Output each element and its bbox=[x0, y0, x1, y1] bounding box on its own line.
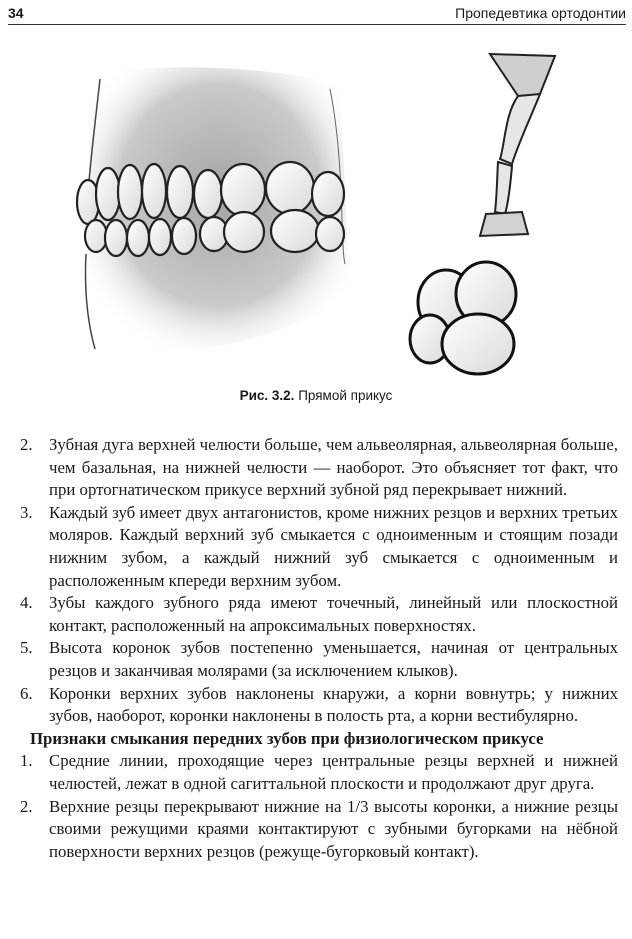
teeth-illustration bbox=[0, 44, 632, 384]
header-rule bbox=[8, 24, 626, 25]
list-item bbox=[20, 434, 618, 502]
page-number: 34 bbox=[8, 5, 24, 21]
figure-caption bbox=[0, 388, 632, 403]
list-item-text: Верхние резцы перекрывают нижние на 1/3 высоты коронки, а нижние резцы своими режущими краями контактируют с зубными бугорками на нёбной поверхности верхних резцов (режуще-бугорковый контакт). bbox=[49, 796, 618, 861]
list-item bbox=[20, 750, 618, 795]
list-item-text: Зубная дуга верхней челюсти больше, чем альвеолярная, альвеолярная больше, чем базальная, на нижней челюсти — наоборот. Это объясняет тот факт, что при ортогнатическом прикусе верхний зубной ряд перекрывает нижний. bbox=[49, 435, 618, 500]
list-item-number: 1. bbox=[20, 751, 33, 771]
figure-bite-illustration bbox=[0, 44, 632, 384]
list-item-text: Каждый зуб имеет двух антагонистов, кроме нижних резцов и верхних третьих моляров. Каждый верхний зуб смыкается с одноименным и стоящим позади нижним зубом, а каждый нижний зуб смыкается с одноименным и расположенным кпереди верхним зубом. bbox=[49, 502, 618, 590]
page-header bbox=[8, 2, 626, 24]
list-item bbox=[20, 592, 618, 637]
body-text bbox=[20, 434, 618, 863]
list-item-number: 5. bbox=[20, 638, 33, 658]
molar-occlusal-view bbox=[410, 262, 516, 374]
caption-label: Рис. 3.2. bbox=[239, 388, 295, 403]
section-subheading: Признаки смыкания передних зубов при физиологическом прикусе bbox=[30, 728, 544, 748]
incisor-side-view bbox=[480, 54, 555, 236]
list-item-number: 2. bbox=[20, 435, 33, 454]
list-item bbox=[20, 502, 618, 592]
list-item bbox=[20, 796, 618, 864]
list-item-number: 2. bbox=[20, 796, 33, 816]
caption-text: Прямой прикус bbox=[298, 388, 393, 403]
list-item-text: Зубы каждого зубного ряда имеют точечный, линейный или плоскостной контакт, расположенный на апроксимальных поверхностях. bbox=[49, 593, 618, 635]
list-item bbox=[20, 683, 618, 728]
list-item-number: 6. bbox=[20, 683, 33, 703]
list-item-text: Коронки верхних зубов наклонены кнаружи, а корни вовнутрь; у нижних зубов, наоборот, коронки наклонены в полость рта, а корни вестибулярно. bbox=[49, 683, 618, 726]
list-item-text: Средние линии, проходящие через центральные резцы верхней и нижней челюстей, лежат в одной сагиттальной плоскости и продолжают друг друга. bbox=[49, 751, 618, 793]
list-item-text: Высота коронок зубов постепенно уменьшается, начиная от центральных резцов и заканчивая молярами (за исключением клыков). bbox=[49, 638, 618, 680]
list-item bbox=[20, 637, 618, 682]
running-title: Пропедевтика ортодонтии bbox=[455, 5, 626, 21]
list-item-number: 3. bbox=[20, 502, 33, 522]
list-item-number: 4. bbox=[20, 593, 33, 613]
